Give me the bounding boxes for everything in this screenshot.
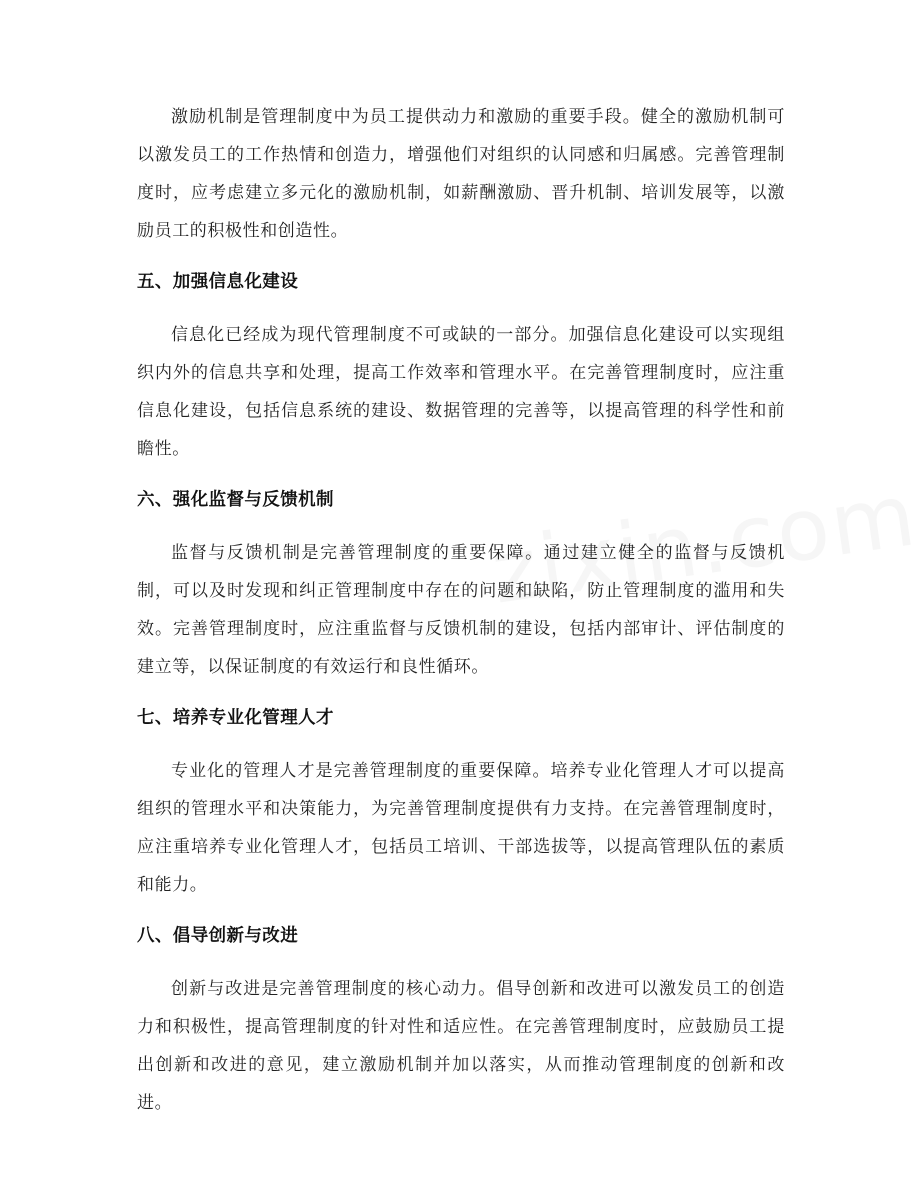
heading-section-5: 五、加强信息化建设 bbox=[137, 272, 299, 292]
document-page bbox=[137, 98, 785, 1122]
paragraph-incentive: 激励机制是管理制度中为员工提供动力和激励的重要手段。健全的激励机制可以激发员工的工作热情和创造力，增强他们对组织的认同感和归属感。完善管理制度时，应考虑建立多元化的激励机制，如薪酬激励、晋升机制、培训发展等，以激励员工的积极性和创造性。 bbox=[137, 107, 785, 241]
heading-section-8: 八、倡导创新与改进 bbox=[137, 926, 299, 946]
heading-section-6: 六、强化监督与反馈机制 bbox=[137, 490, 334, 510]
paragraph-section-6: 监督与反馈机制是完善管理制度的重要保障。通过建立健全的监督与反馈机制，可以及时发现和纠正管理制度中存在的问题和缺陷，防止管理制度的滥用和失效。完善管理制度时，应注重监督与反馈机制的建设，包括内部审计、评估制度的建立等，以保证制度的有效运行和良性循环。 bbox=[137, 543, 785, 677]
paragraph-section-7: 专业化的管理人才是完善管理制度的重要保障。培养专业化管理人才可以提高组织的管理水平和决策能力，为完善管理制度提供有力支持。在完善管理制度时，应注重培养专业化管理人才，包括员工培训、干部选拔等，以提高管理队伍的素质和能力。 bbox=[137, 761, 785, 895]
paragraph-section-8: 创新与改进是完善管理制度的核心动力。倡导创新和改进可以激发员工的创造力和积极性，提高管理制度的针对性和适应性。在完善管理制度时，应鼓励员工提出创新和改进的意见，建立激励机制并加以落实，从而推动管理制度的创新和改进。 bbox=[137, 979, 785, 1113]
heading-section-7: 七、培养专业化管理人才 bbox=[137, 708, 334, 728]
paragraph-section-5: 信息化已经成为现代管理制度不可或缺的一部分。加强信息化建设可以实现组织内外的信息共享和处理，提高工作效率和管理水平。在完善管理制度时，应注重信息化建设，包括信息系统的建设、数据管理的完善等，以提高管理的科学性和前瞻性。 bbox=[137, 325, 785, 459]
